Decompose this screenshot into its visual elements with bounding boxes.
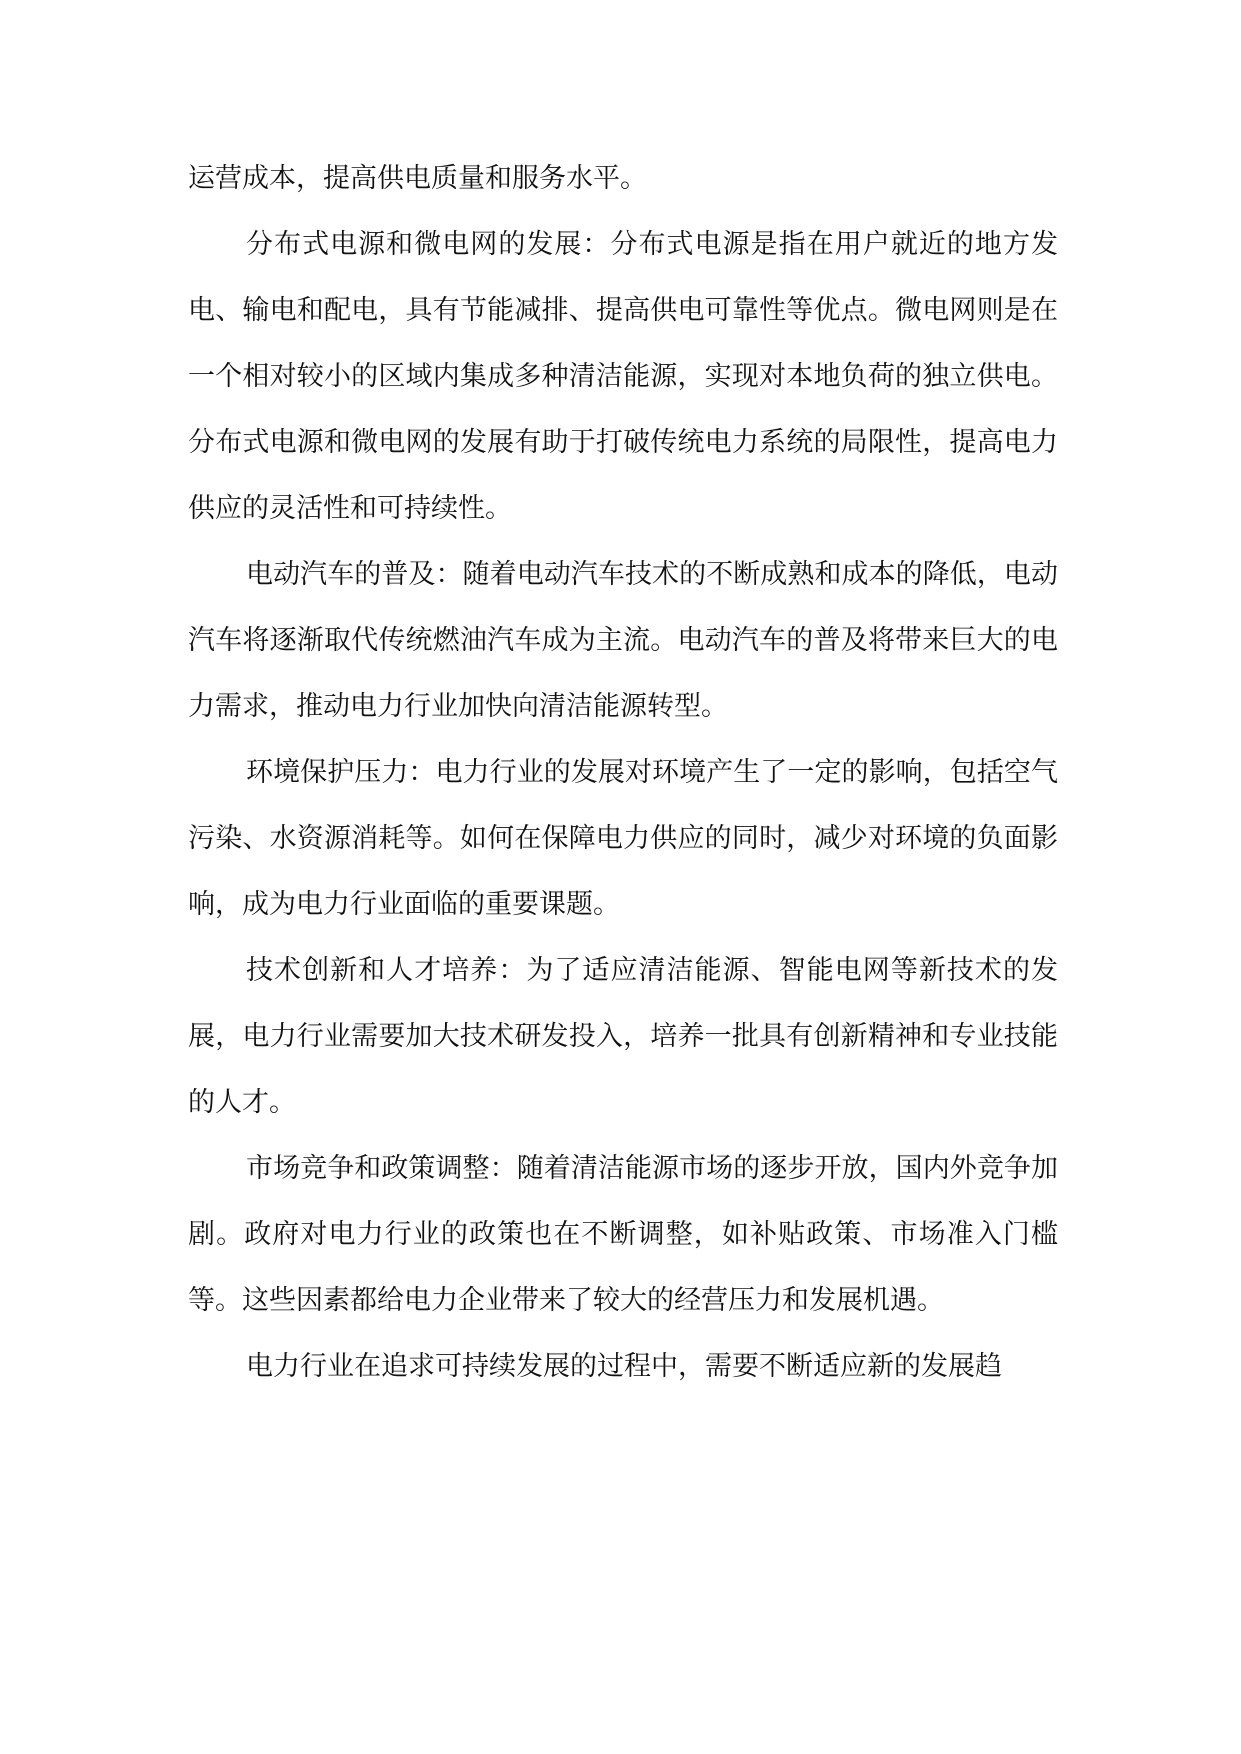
paragraph-continuation: 运营成本，提高供电质量和服务水平。 bbox=[188, 163, 647, 194]
paragraph-technology-talent: 技术创新和人才培养：为了适应清洁能源、智能电网等新技术的发展，电力行业需要加大技术研发投入，培养一批具有创新精神和专业技能的人才。 bbox=[188, 955, 1058, 1118]
document-body bbox=[188, 146, 1058, 1400]
paragraph-distributed-power: 分布式电源和微电网的发展：分布式电源是指在用户就近的地方发电、输电和配电，具有节能减排、提高供电可靠性等优点。微电网则是在一个相对较小的区域内集成多种清洁能源，实现对本地负荷的独立供电。分布式电源和微电网的发展有助于打破传统电力系统的局限性，提高电力供应的灵活性和可持续性。 bbox=[188, 229, 1058, 524]
paragraph-sustainable-development: 电力行业在追求可持续发展的过程中，需要不断适应新的发展趋 bbox=[246, 1351, 1002, 1382]
paragraph-electric-vehicles: 电动汽车的普及：随着电动汽车技术的不断成熟和成本的降低，电动汽车将逐渐取代传统燃油汽车成为主流。电动汽车的普及将带来巨大的电力需求，推动电力行业加快向清洁能源转型。 bbox=[188, 559, 1058, 722]
paragraph-market-policy: 市场竞争和政策调整：随着清洁能源市场的逐步开放，国内外竞争加剧。政府对电力行业的政策也在不断调整，如补贴政策、市场准入门槛等。这些因素都给电力企业带来了较大的经营压力和发展机遇。 bbox=[188, 1153, 1058, 1316]
paragraph-environmental-pressure: 环境保护压力：电力行业的发展对环境产生了一定的影响，包括空气污染、水资源消耗等。如何在保障电力供应的同时，减少对环境的负面影响，成为电力行业面临的重要课题。 bbox=[188, 757, 1058, 920]
